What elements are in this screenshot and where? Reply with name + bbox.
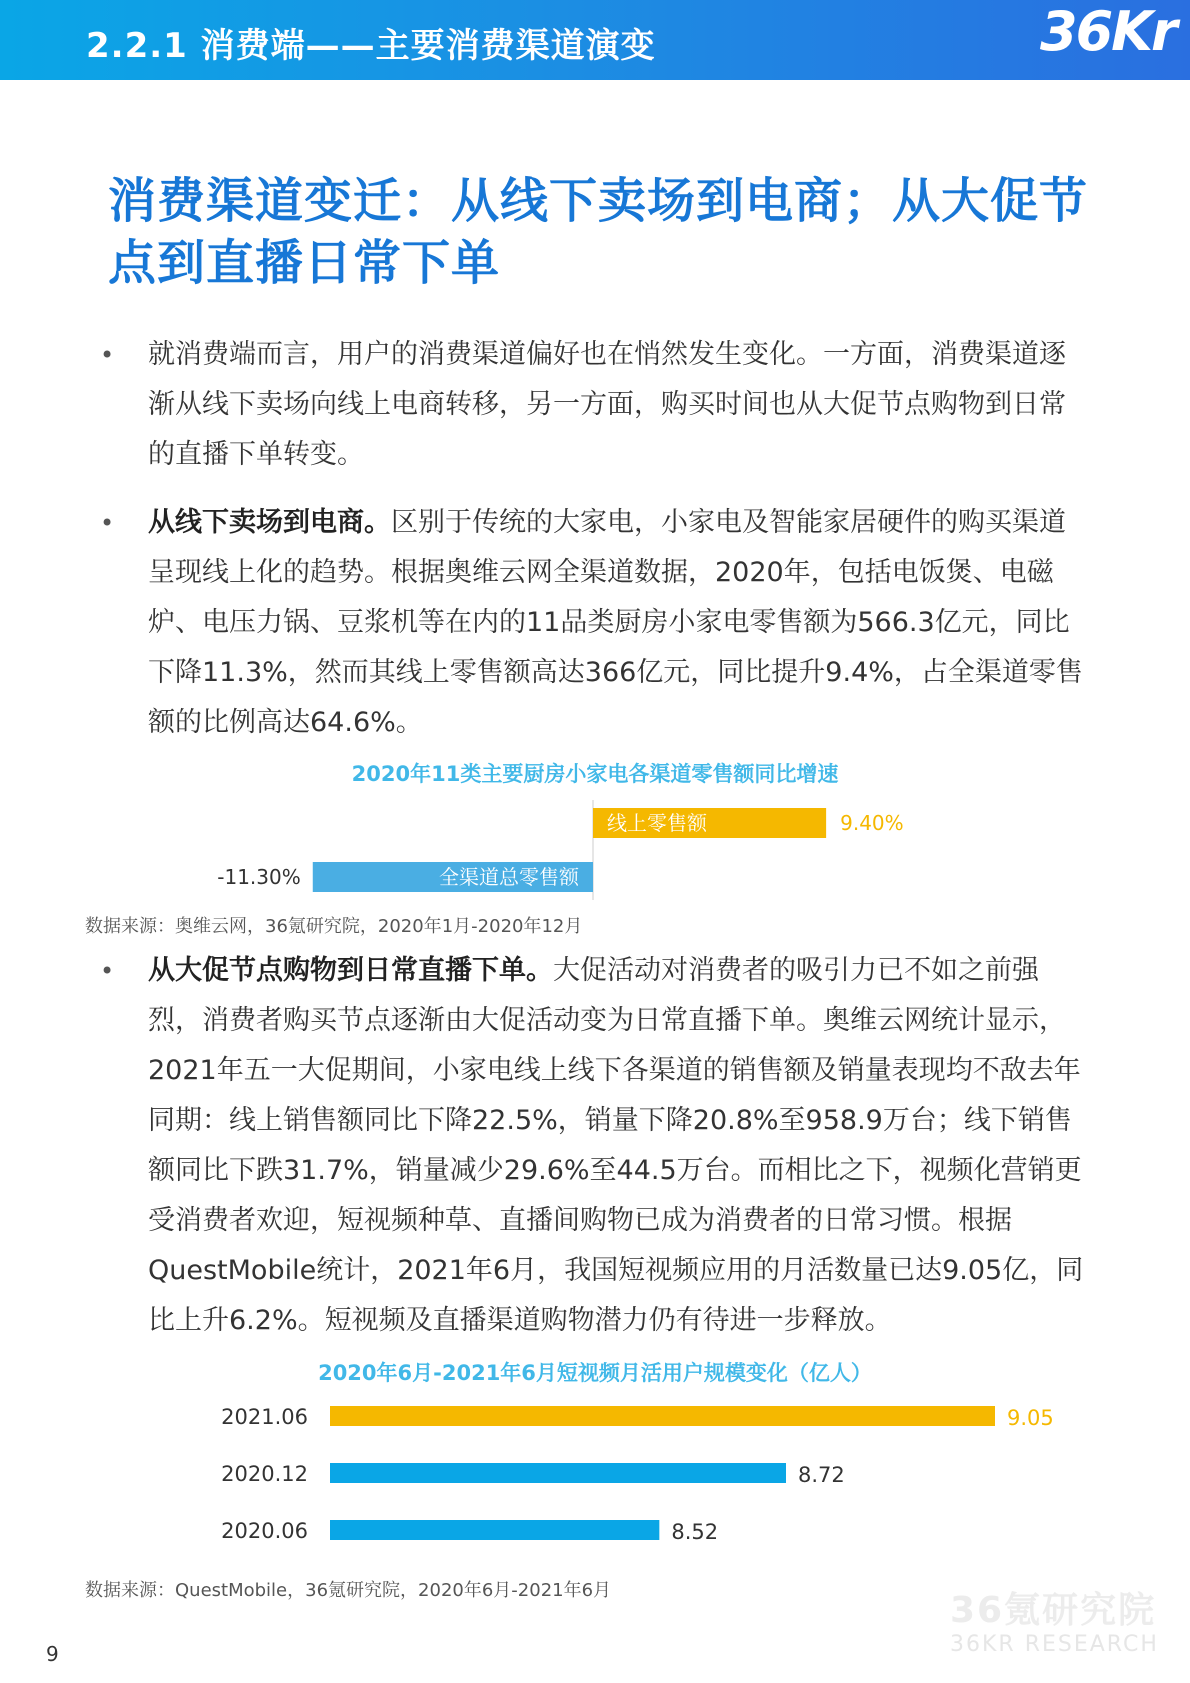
chart-2-bar — [330, 1520, 659, 1540]
bullet-text — [148, 330, 1088, 480]
chart-1-category-label: 线上零售额 — [607, 811, 707, 835]
bullet-body: 区别于传统的大家电，小家电及智能家居硬件的购买渠道呈现线上化的趋势。根据奥维云网全渠道数据，2020年，包括电饭煲、电磁炉、电压力锅、豆浆机等在内的11品类厨房小家电零售额为566.3亿元，同比下降11.3%，然而其线上零售额高达366亿元，同比提升9.4%，占全渠道零售额的比例高达64.6%。 — [148, 507, 1083, 738]
section-title: 2.2.1 消费端——主要消费渠道演变 — [86, 26, 656, 66]
bullet-body: 大促活动对消费者的吸引力已不如之前强烈，消费者购买节点逐渐由大促活动变为日常直播下单。奥维云网统计显示，2021年五一大促期间，小家电线上线下各渠道的销售额及销量表现均不敌去年同期：线上销售额同比下降22.5%，销量下降20.8%至958.9万台；线下销售额同比下跌31.7%，销量减少29.6%至44.5万台。而相比之下，视频化营销更受消费者欢迎，短视频种草、直播间购物已成为消费者的日常习惯。根据QuestMobile统计，2021年6月，我国短视频应用的月活数量已达9.05亿，同比上升6.2%。短视频及直播渠道购物潜力仍有待进一步释放。 — [148, 955, 1084, 1336]
chart-2 — [0, 1392, 1190, 1572]
bullet-text — [148, 498, 1088, 748]
bullet-bold: 从大促节点购物到日常直播下单。 — [148, 955, 553, 986]
chart-1 — [0, 800, 1190, 910]
chart-2-value-label: 8.52 — [671, 1520, 719, 1544]
chart-2-category-label: 2020.06 — [221, 1519, 308, 1543]
bullet-marker: • — [100, 509, 115, 537]
chart-1-category-label: 全渠道总零售额 — [439, 865, 579, 889]
bullet-bold: 从线下卖场到电商。 — [148, 507, 391, 538]
header-bar — [0, 0, 1190, 80]
bullet-body: 就消费端而言，用户的消费渠道偏好也在悄然发生变化。一方面，消费渠道逐渐从线下卖场向线上电商转移，另一方面，购买时间也从大促节点购物到日常的直播下单转变。 — [148, 339, 1066, 470]
chart-1-value-label: 9.40% — [840, 811, 904, 835]
bullet-marker: • — [100, 341, 115, 369]
page-number: 9 — [46, 1642, 59, 1666]
chart-2-title: 2020年6月-2021年6月短视频月活用户规模变化（亿人） — [318, 1361, 872, 1385]
page-title: 消费渠道变迁：从线下卖场到电商；从大促节点到直播日常下单 — [108, 173, 1089, 291]
chart-2-value-label: 9.05 — [1007, 1406, 1054, 1430]
chart-2-bar — [330, 1463, 786, 1483]
chart-1-value-label: -11.30% — [217, 865, 301, 889]
watermark-en: 36KR RESEARCH — [950, 1632, 1159, 1657]
chart-2-category-label: 2021.06 — [221, 1405, 308, 1429]
chart-1-title: 2020年11类主要厨房小家电各渠道零售额同比增速 — [351, 762, 839, 786]
chart-1-source: 数据来源：奥维云网，36氪研究院，2020年1月-2020年12月 — [85, 916, 583, 937]
chart-2-bar — [330, 1406, 995, 1426]
chart-2-category-label: 2020.12 — [221, 1462, 308, 1486]
bullet-marker: • — [100, 957, 115, 985]
chart-2-value-label: 8.72 — [798, 1463, 845, 1487]
chart-2-source: 数据来源：QuestMobile，36氪研究院，2020年6月-2021年6月 — [85, 1580, 612, 1601]
watermark-cn: 36氪研究院 — [950, 1590, 1157, 1631]
logo-text: 36Kr — [1040, 4, 1176, 63]
bullet-text — [148, 946, 1088, 1346]
brand-logo — [1040, 4, 1190, 80]
